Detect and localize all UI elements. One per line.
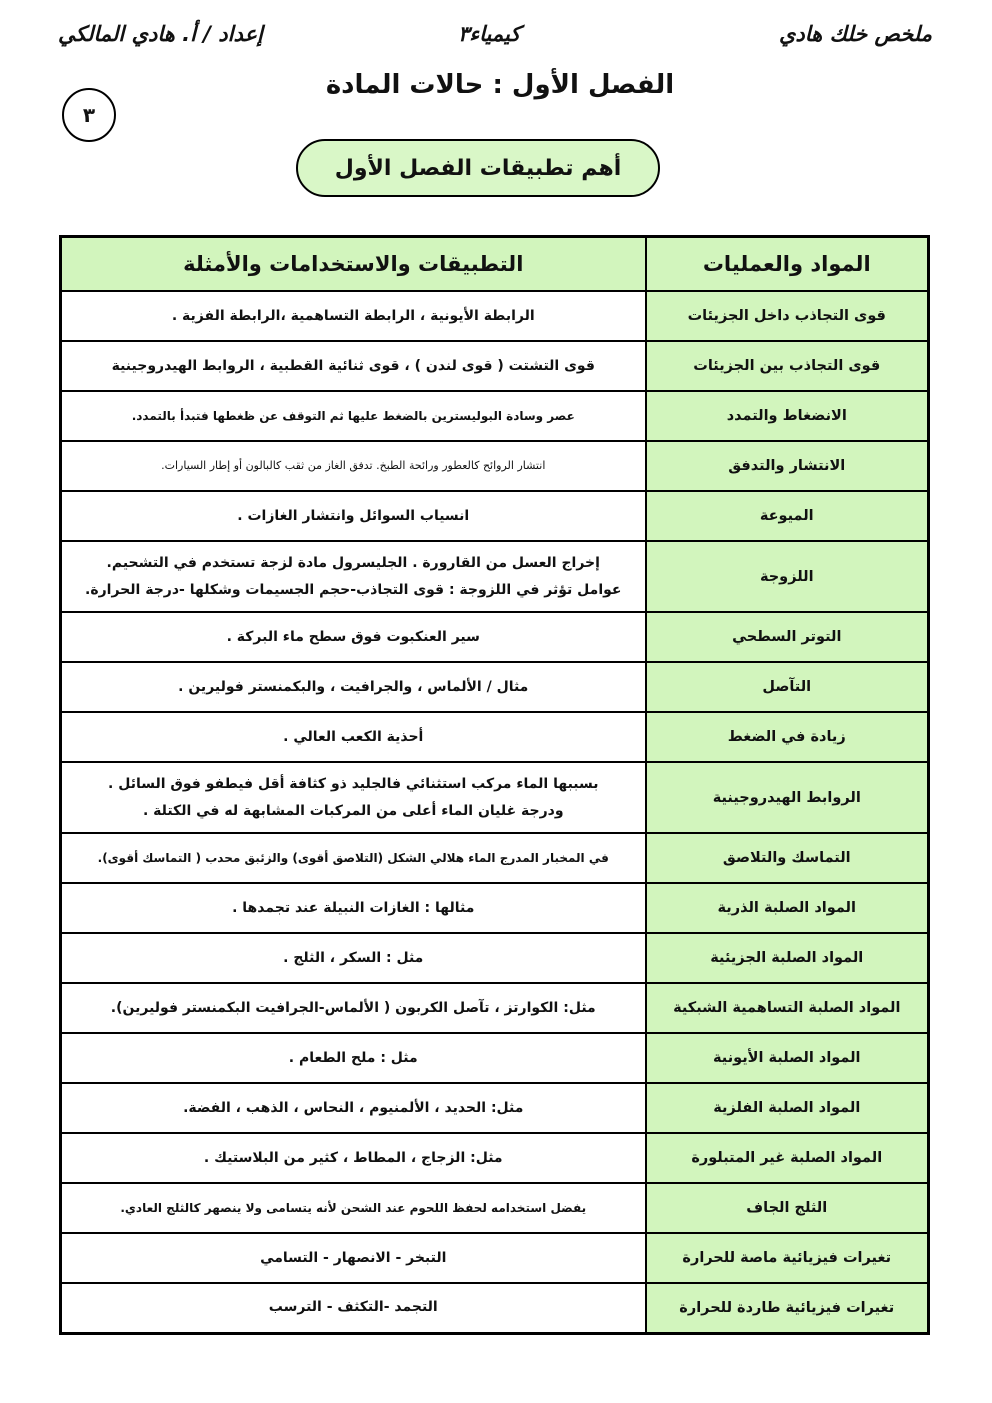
table-row [61, 441, 929, 491]
table-row [61, 491, 929, 541]
row-desc: سير العنكبوت فوق سطح ماء البركة . [61, 612, 646, 662]
row-desc: في المخبار المدرج الماء هلالي الشكل (التلاصق أقوى) والزئبق محدب ( التماسك أقوى). [61, 833, 646, 883]
header-summary-title: ملخص خلك هادي [779, 22, 932, 46]
row-name: المواد الصلبة التساهمية الشبكية [646, 983, 929, 1033]
table-row [61, 933, 929, 983]
row-name: الانتشار والتدفق [646, 441, 929, 491]
row-name: المواد الصلبة الأيونية [646, 1033, 929, 1083]
table-row [61, 612, 929, 662]
row-desc: مثل: الحديد ، الألمنيوم ، النحاس ، الذهب ، الفضة. [61, 1083, 646, 1133]
row-desc: أحذية الكعب العالي . [61, 712, 646, 762]
table-row [61, 762, 929, 833]
section-title: أهم تطبيقات الفصل الأول [334, 155, 622, 181]
row-name: المواد الصلبة الفلزية [646, 1083, 929, 1133]
row-name: الميوعة [646, 491, 929, 541]
table-row [61, 883, 929, 933]
row-desc: انسياب السوائل وانتشار الغازات . [61, 491, 646, 541]
row-desc: يفضل استخدامه لحفظ اللحوم عند الشحن لأنه يتسامى ولا ينصهر كالثلج العادي. [61, 1183, 646, 1233]
table-row [61, 662, 929, 712]
applications-table [59, 235, 930, 1335]
row-desc: مثال / الألماس ، والجرافيت ، والبكمنستر فوليرين . [61, 662, 646, 712]
row-desc: الرابطة الأيونية ، الرابطة التساهمية ،الرابطة الفزية . [61, 291, 646, 341]
header-name: المواد والعمليات [646, 237, 929, 292]
row-name: اللزوجة [646, 541, 929, 612]
row-desc: إخراج العسل من القارورة . الجليسرول مادة لزجة تستخدم في التشحيم. عوامل تؤثر في اللزوجة : قوى التجاذب-حجم الجسيمات وشكلها -درجة الحرارة. [61, 541, 646, 612]
table-row [61, 833, 929, 883]
row-name: المواد الصلبة غير المتبلورة [646, 1133, 929, 1183]
row-desc: مثل : السكر ، الثلج . [61, 933, 646, 983]
page-number: ٣ [62, 88, 116, 142]
row-name: الثلج الجاف [646, 1183, 929, 1233]
table-row [61, 1133, 929, 1183]
header-subject: كيمياء٣ [458, 22, 521, 46]
row-name: زيادة في الضغط [646, 712, 929, 762]
row-name: قوى التجاذب داخل الجزيئات [646, 291, 929, 341]
table-row [61, 541, 929, 612]
table-row [61, 712, 929, 762]
chapter-title: الفصل الأول : حالات المادة [325, 70, 675, 100]
row-desc: عصر وسادة البوليسترين بالضغط عليها ثم التوقف عن ظغطها فتبدأ بالتمدد. [61, 391, 646, 441]
row-desc: التجمد -التكثف - الترسب [61, 1283, 646, 1333]
row-desc: مثل : ملح الطعام . [61, 1033, 646, 1083]
row-name: المواد الصلبة الذرية [646, 883, 929, 933]
table-row [61, 1283, 929, 1333]
table-row [61, 1233, 929, 1283]
row-desc: قوى التشتت ( قوى لندن ) ، قوى ثنائية القطبية ، الروابط الهيدروجينية [61, 341, 646, 391]
row-name: تغيرات فيزيائية طاردة للحرارة [646, 1283, 929, 1333]
table-row [61, 983, 929, 1033]
table-row [61, 291, 929, 341]
row-name: قوى التجاذب بين الجزيئات [646, 341, 929, 391]
row-name: الروابط الهيدروجينية [646, 762, 929, 833]
row-name: الانضغاط والتمدد [646, 391, 929, 441]
row-name: التآصل [646, 662, 929, 712]
header-desc: التطبيقات والاستخدامات والأمثلة [61, 237, 646, 292]
header-author: إعداد / أ. هادي المالكي [58, 22, 263, 46]
row-desc: مثل: الكوارتز ، تآصل الكربون ( الألماس-الجرافيت البكمنستر فوليرين). [61, 983, 646, 1033]
row-desc: بسببها الماء مركب استثنائي فالجليد ذو كثافة أقل فيطفو فوق السائل . ودرجة غليان الماء أعلى من المركبات المشابهة له في الكتلة . [61, 762, 646, 833]
table-row [61, 341, 929, 391]
table-row [61, 391, 929, 441]
table-row [61, 1183, 929, 1233]
section-title-box [296, 139, 660, 197]
row-desc: انتشار الروائح كالعطور ورائحة الطبخ. تدفق الغاز من ثقب كالبالون أو إطار السيارات. [61, 441, 646, 491]
row-name: التوتر السطحي [646, 612, 929, 662]
row-name: تغيرات فيزيائية ماصة للحرارة [646, 1233, 929, 1283]
row-desc: مثل: الزجاج ، المطاط ، كثير من البلاستيك . [61, 1133, 646, 1183]
table-row [61, 1083, 929, 1133]
row-desc: التبخر - الانصهار - التسامي [61, 1233, 646, 1283]
row-name: المواد الصلبة الجزيئية [646, 933, 929, 983]
row-name: التماسك والتلاصق [646, 833, 929, 883]
table-row [61, 1033, 929, 1083]
row-desc: مثالها : الغازات النبيلة عند تجمدها . [61, 883, 646, 933]
